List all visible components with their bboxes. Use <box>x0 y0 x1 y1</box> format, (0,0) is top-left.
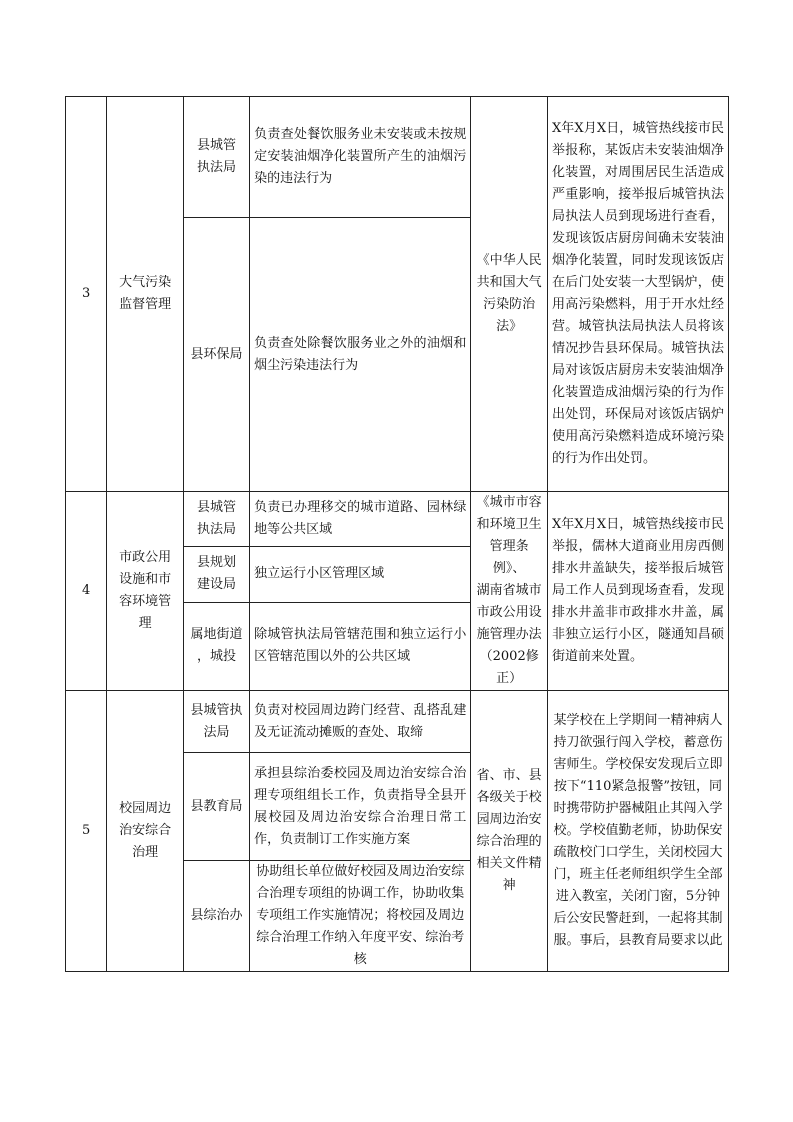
department: 县城管 执法局 <box>183 492 249 547</box>
row-number: 3 <box>66 97 107 492</box>
legal-basis: 省、市、县 各级关于校 园周边治安 综合治理的 相关文件精 神 <box>471 691 548 972</box>
duty-description: 承担县综治委校园及周边治安综合治理专项组组长工作，负责指导全县开展校园及周边治安综合治理日常工作，负责制订工作实施方案 <box>250 753 471 861</box>
case-example: 某学校在上学期间一精神病人持刀欲强行闯入学校，蓄意伤害师生。学校保安发现后立即按下“110紧急报警”按钮，同时携带防护器械阻止其闯入学校。学校值勤老师，协助保安疏散校门口学生，关闭校园大门，班主任老师组织学生全部进入教室，关闭门窗，5分钟后公安民警赶到，一起将其制服。事后，县教育局要求以此 <box>547 691 728 972</box>
responsibility-table <box>65 96 729 972</box>
case-example: X年X月X日，城管热线接市民举报称，某饭店未安装油烟净化装置，对周围居民生活造成严重影响，接举报后城管执法局执法人员到现场进行查看，发现该饭店厨房间确未安装油烟净化装置，同时发现该饭店在后门处安装一大型锅炉，使用高污染燃料，用于开水灶经营。城管执法局执法人员将该情况抄告县环保局。城管执法局对该饭店厨房未安装油烟净化装置造成油烟污染的行为作出处罚，环保局对该饭店锅炉使用高污染燃料造成环境污染的行为作出处罚。 <box>547 97 728 492</box>
department: 县城管执 法局 <box>183 691 249 753</box>
department: 县规划 建设局 <box>183 547 249 602</box>
table-row <box>66 492 729 547</box>
table-row <box>66 97 729 218</box>
department: 县环保局 <box>183 218 249 492</box>
item-name: 大气污染 监督管理 <box>107 97 184 492</box>
duty-description: 除城管执法局管辖范围和独立运行小区管辖范围以外的公共区域 <box>250 602 471 690</box>
legal-basis: 《中华人民 共和国大气 污染防治 法》 <box>471 97 548 492</box>
case-example: X年X月X日，城管热线接市民举报，儒林大道商业用房西侧排水井盖缺失，接举报后城管局工作人员到现场查看，发现排水井盖非市政排水井盖，属非独立运行小区，隧通知昌硕街道前来处置。 <box>547 492 728 691</box>
duty-description: 负责查处餐饮服务业未安装或未按规定安装油烟净化装置所产生的油烟污染的违法行为 <box>250 97 471 218</box>
duty-description: 独立运行小区管理区域 <box>250 547 471 602</box>
item-name: 校园周边 治安综合 治理 <box>107 691 184 972</box>
item-name: 市政公用 设施和市 容环境管 理 <box>107 492 184 691</box>
legal-basis: 《城市市容 和环境卫生 管理条例》、 湖南省城市 市政公用设 施管理办法 （2002修 正） <box>471 492 548 691</box>
department: 县综治办 <box>183 861 249 972</box>
duty-description: 负责已办理移交的城市道路、园林绿地等公共区域 <box>250 492 471 547</box>
table-row <box>66 691 729 753</box>
duty-description: 负责对校园周边跨门经营、乱搭乱建及无证流动摊贩的查处、取缔 <box>250 691 471 753</box>
department: 属地街道 ，城投 <box>183 602 249 690</box>
department: 县城管 执法局 <box>183 97 249 218</box>
row-number: 5 <box>66 691 107 972</box>
duty-description: 负责查处除餐饮服务业之外的油烟和烟尘污染违法行为 <box>250 218 471 492</box>
duty-description: 协助组长单位做好校园及周边治安综合治理专项组的协调工作，协助收集专项组工作实施情况；将校园及周边综合治理工作纳入年度平安、综治考核 <box>250 861 471 972</box>
department: 县教育局 <box>183 753 249 861</box>
row-number: 4 <box>66 492 107 691</box>
